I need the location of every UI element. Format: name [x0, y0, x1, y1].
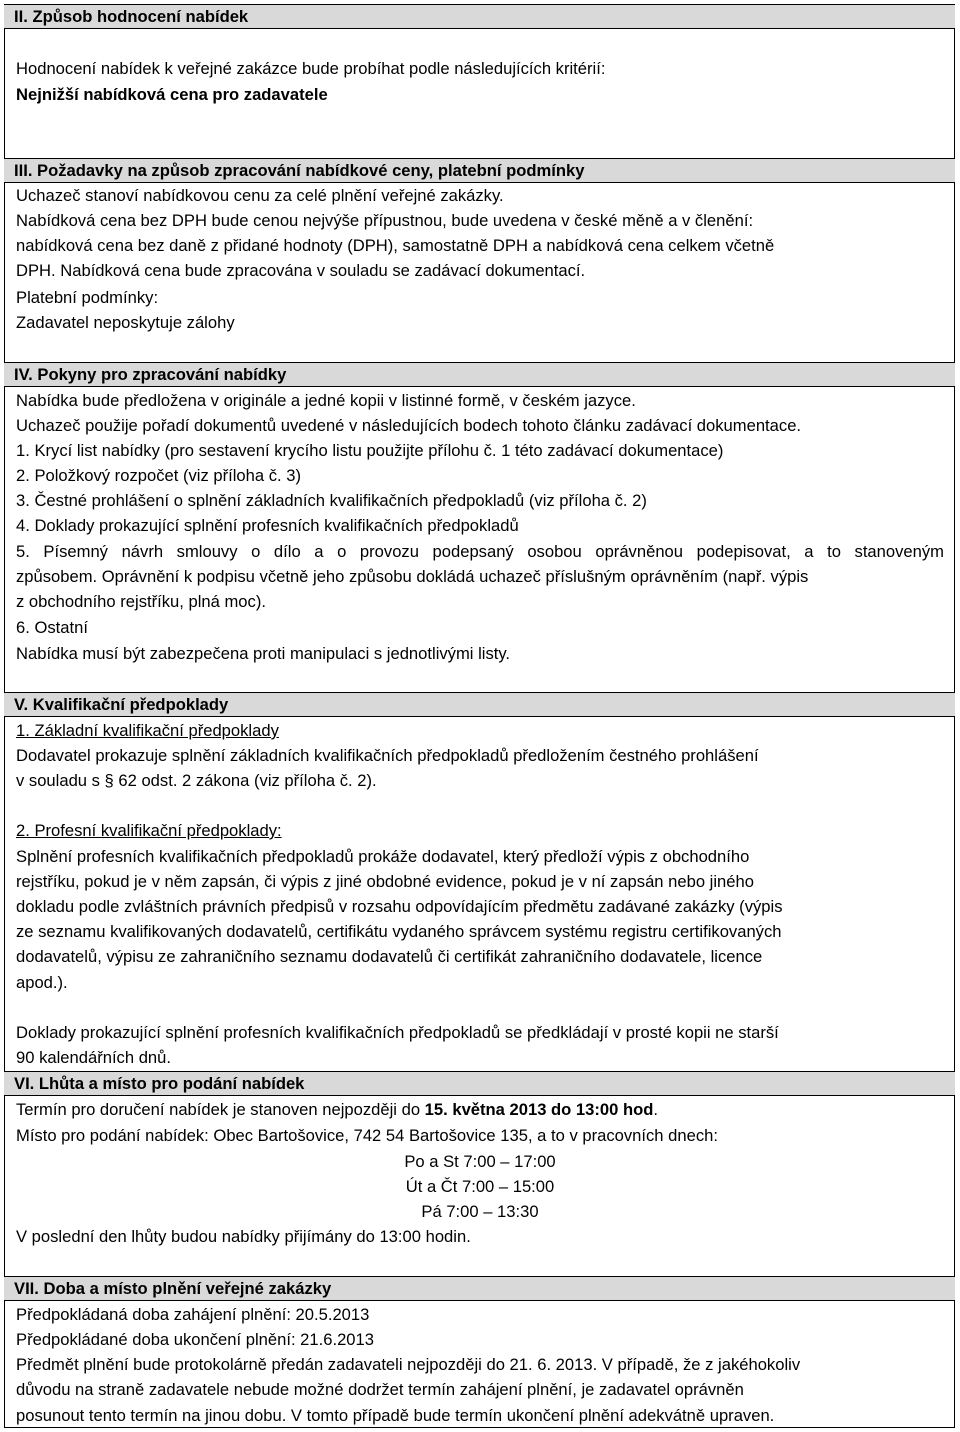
- s6-place: Místo pro podání nabídek: Obec Bartošovice, 742 54 Bartošovice 135, a to v pracovních dnech:: [16, 1126, 718, 1145]
- s4-line: 3. Čestné prohlášení o splnění základních kvalifikačních předpokladů (viz příloha č. 2): [16, 491, 647, 510]
- s6-deadline-suffix: .: [653, 1100, 659, 1119]
- s5-prof-line: Doklady prokazující splnění profesních kvalifikačních předpokladů se předkládají v prosté kopii ne starší: [16, 1023, 779, 1042]
- section-6-heading: VI. Lhůta a místo pro podání nabídek: [4, 1071, 955, 1096]
- s4-line: 4. Doklady prokazující splnění profesních kvalifikačních předpokladů: [16, 516, 519, 535]
- s7-line: Předmět plnění bude protokolárně předán zadavateli nejpozději do 21. 6. 2013. V případě, že z jakéhokoliv: [16, 1355, 801, 1374]
- s3-line: Platební podmínky:: [16, 288, 159, 307]
- s3-line: Zadavatel neposkytuje zálohy: [16, 313, 235, 332]
- s4-line: způsobem. Oprávnění k podpisu včetně jeho způsobu dokládá uchazeč příslušným oprávněním (např. výpis: [16, 567, 809, 586]
- section-7-heading: VII. Doba a místo plnění veřejné zakázky: [4, 1276, 955, 1301]
- s5-prof-line: dokladu podle zvláštních právních předpisů v rozsahu odpovídajícím předmětu zadávané zakázky (výpis: [16, 897, 783, 916]
- s5-prof-line: dodavatelů, výpisu ze zahraničního seznamu dodavatelů či certifikát zahraničního dodavatele, licence: [16, 947, 763, 966]
- s7-line: Předpokládaná doba zahájení plnění: 20.5.2013: [16, 1305, 370, 1324]
- s6-deadline-prefix: Termín pro doručení nabídek je stanoven nejpozději do: [16, 1100, 425, 1119]
- s4-line: Nabídka musí být zabezpečena proti manipulaci s jednotlivými listy.: [16, 644, 511, 663]
- s5-subheading-professional: 2. Profesní kvalifikační předpoklady:: [16, 821, 282, 840]
- section-5-heading: V. Kvalifikační předpoklady: [4, 692, 955, 717]
- s6-hours-tue-thu: Út a Čt 7:00 – 15:00: [405, 1177, 555, 1196]
- s7-line: posunout tento termín na jinou dobu. V tomto případě bude termín ukončení plnění adekvátně upraven.: [16, 1406, 775, 1425]
- s6-deadline: [16, 1097, 658, 1122]
- s6-deadline-date: 15. května 2013 do 13:00 hod: [424, 1100, 654, 1119]
- s5-basic-line: v souladu s § 62 odst. 2 zákona (viz příloha č. 2).: [16, 771, 377, 790]
- s3-line: nabídková cena bez daně z přidané hodnoty (DPH), samostatně DPH a nabídková cena celkem včetně: [16, 236, 775, 255]
- s5-prof-line: rejstříku, pokud je v něm zapsán, či výpis z jiné obdobné evidence, pokud je v ní zapsán nebo jiného: [16, 872, 754, 891]
- s5-prof-line: ze seznamu kvalifikovaných dodavatelů, certifikátu vydaného správcem systému registru certifikovaných: [16, 922, 782, 941]
- s4-line: z obchodního rejstříku, plná moc).: [16, 592, 266, 611]
- s5-prof-line: 90 kalendářních dnů.: [16, 1048, 171, 1067]
- section-4-heading: IV. Pokyny pro zpracování nabídky: [4, 362, 955, 387]
- s7-line: Předpokládané doba ukončení plnění: 21.6.2013: [16, 1330, 374, 1349]
- s6-hours-mon-wed: Po a St 7:00 – 17:00: [404, 1152, 556, 1171]
- s2-criterion: Nejnižší nabídková cena pro zadavatele: [16, 85, 328, 104]
- s7-line: důvodu na straně zadavatele nebude možné dodržet termín zahájení plnění, je zadavatel oprávněn: [16, 1380, 744, 1399]
- s4-line: 1. Krycí list nabídky (pro sestavení krycího listu použijte přílohu č. 1 této zadávací dokumentace): [16, 441, 724, 460]
- section-2-heading: II. Způsob hodnocení nabídek: [4, 4, 955, 29]
- s5-prof-line: Splnění profesních kvalifikačních předpokladů prokáže dodavatel, který předloží výpis z obchodního: [16, 847, 750, 866]
- section-3-heading: III. Požadavky na způsob zpracování nabídkové ceny, platební podmínky: [4, 158, 955, 183]
- s2-criteria-intro: Hodnocení nabídek k veřejné zakázce bude probíhat podle následujících kritérií:: [16, 59, 606, 78]
- s6-last-day: V poslední den lhůty budou nabídky přijímány do 13:00 hodin.: [16, 1227, 471, 1246]
- s4-line: 6. Ostatní: [16, 618, 88, 637]
- s4-line: Nabídka bude předložena v originále a jedné kopii v listinné formě, v českém jazyce.: [16, 391, 636, 410]
- s4-line: 5. Písemný návrh smlouvy o dílo a o provozu podepsaný osobou oprávněnou podepisovat, a to stanoveným: [16, 542, 944, 561]
- s5-basic-line: Dodavatel prokazuje splnění základních kvalifikačních předpokladů předložením čestného prohlášení: [16, 746, 759, 765]
- s5-subheading-basic: 1. Základní kvalifikační předpoklady: [16, 721, 279, 740]
- s3-line: DPH. Nabídková cena bude zpracována v souladu se zadávací dokumentací.: [16, 261, 586, 280]
- s5-prof-line: apod.).: [16, 973, 68, 992]
- s3-line: Uchazeč stanoví nabídkovou cenu za celé plnění veřejné zakázky.: [16, 186, 504, 205]
- s3-line: Nabídková cena bez DPH bude cenou nejvýše přípustnou, bude uvedena v české měně a v členění:: [16, 211, 754, 230]
- s4-line: 2. Položkový rozpočet (viz příloha č. 3): [16, 466, 301, 485]
- s6-hours-fri: Pá 7:00 – 13:30: [421, 1202, 539, 1221]
- s4-line: Uchazeč použije pořadí dokumentů uvedené v následujících bodech tohoto článku zadávací dokumentace.: [16, 416, 802, 435]
